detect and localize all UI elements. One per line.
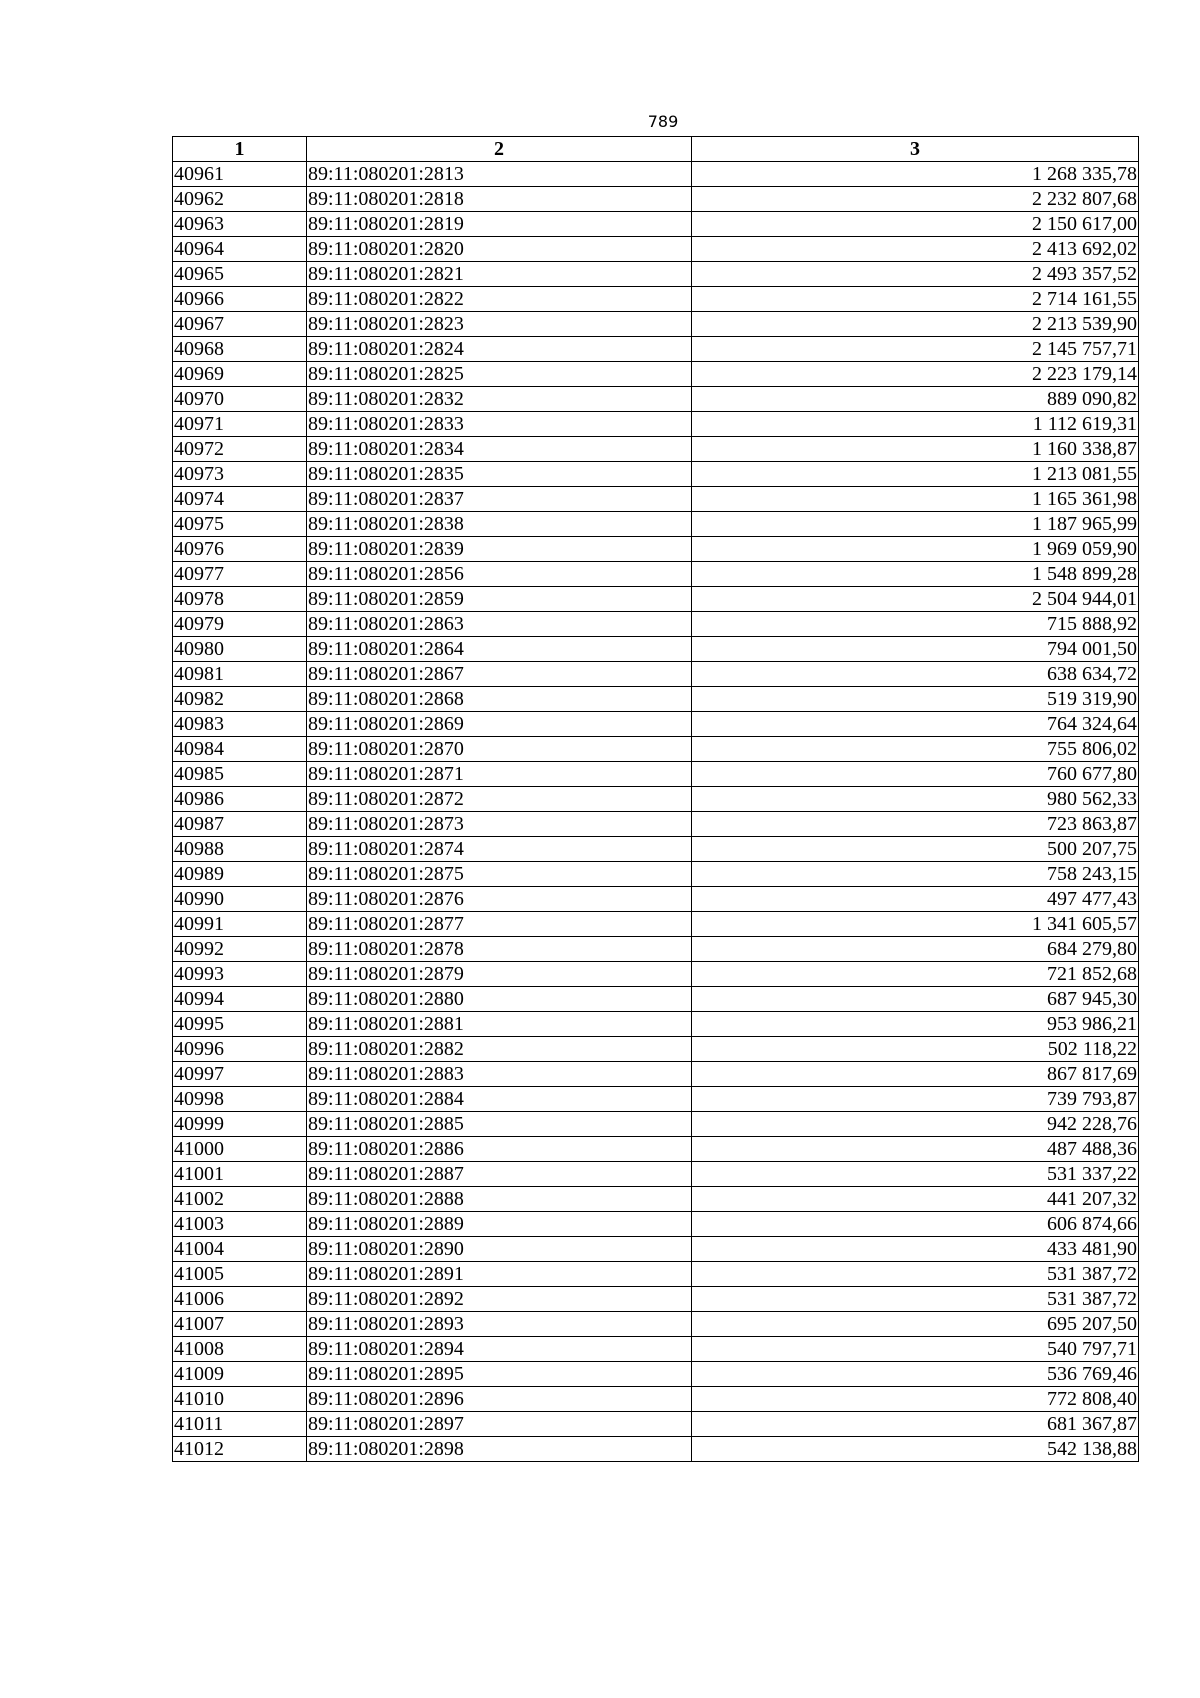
value-cell: 487 488,36 [692,1137,1139,1162]
table-row [173,587,1139,612]
value-cell: 531 337,22 [692,1162,1139,1187]
table-row [173,912,1139,937]
value-cell: 531 387,72 [692,1287,1139,1312]
value-cell: 441 207,32 [692,1187,1139,1212]
value-cell: 695 207,50 [692,1312,1139,1337]
table-row [173,1212,1139,1237]
cadastral-number-cell: 89:11:080201:2880 [307,987,692,1012]
row-number-cell: 40976 [173,537,307,562]
cadastral-number-cell: 89:11:080201:2856 [307,562,692,587]
table-row [173,487,1139,512]
cadastral-number-cell: 89:11:080201:2819 [307,212,692,237]
cadastral-number-cell: 89:11:080201:2864 [307,637,692,662]
row-number-cell: 40978 [173,587,307,612]
table-row [173,762,1139,787]
value-cell: 606 874,66 [692,1212,1139,1237]
row-number-cell: 40975 [173,512,307,537]
table-row [173,237,1139,262]
table-row [173,1237,1139,1262]
cadastral-number-cell: 89:11:080201:2875 [307,862,692,887]
row-number-cell: 40983 [173,712,307,737]
row-number-cell: 40994 [173,987,307,1012]
value-cell: 2 213 539,90 [692,312,1139,337]
row-number-cell: 41004 [173,1237,307,1262]
value-cell: 721 852,68 [692,962,1139,987]
cadastral-number-cell: 89:11:080201:2867 [307,662,692,687]
cadastral-number-cell: 89:11:080201:2898 [307,1437,692,1462]
table-row [173,687,1139,712]
cadastral-number-cell: 89:11:080201:2870 [307,737,692,762]
value-cell: 536 769,46 [692,1362,1139,1387]
value-cell: 502 118,22 [692,1037,1139,1062]
cadastral-number-cell: 89:11:080201:2889 [307,1212,692,1237]
cadastral-number-cell: 89:11:080201:2882 [307,1037,692,1062]
table-row [173,1437,1139,1462]
value-cell: 681 367,87 [692,1412,1139,1437]
row-number-cell: 40968 [173,337,307,362]
table-row [173,562,1139,587]
table-row [173,412,1139,437]
value-cell: 794 001,50 [692,637,1139,662]
table-row [173,662,1139,687]
value-cell: 1 548 899,28 [692,562,1139,587]
row-number-cell: 40993 [173,962,307,987]
cadastral-number-cell: 89:11:080201:2818 [307,187,692,212]
row-number-cell: 40974 [173,487,307,512]
table-row [173,337,1139,362]
value-cell: 2 413 692,02 [692,237,1139,262]
value-cell: 500 207,75 [692,837,1139,862]
value-cell: 1 112 619,31 [692,412,1139,437]
table-header-row [173,137,1139,162]
row-number-cell: 40970 [173,387,307,412]
value-cell: 542 138,88 [692,1437,1139,1462]
table-row [173,437,1139,462]
cadastral-number-cell: 89:11:080201:2820 [307,237,692,262]
row-number-cell: 40990 [173,887,307,912]
value-cell: 2 493 357,52 [692,262,1139,287]
row-number-cell: 41011 [173,1412,307,1437]
row-number-cell: 40998 [173,1087,307,1112]
value-cell: 638 634,72 [692,662,1139,687]
table-row [173,1337,1139,1362]
cadastral-number-cell: 89:11:080201:2888 [307,1187,692,1212]
cadastral-number-cell: 89:11:080201:2825 [307,362,692,387]
table-row [173,1412,1139,1437]
value-cell: 953 986,21 [692,1012,1139,1037]
row-number-cell: 40971 [173,412,307,437]
cadastral-number-cell: 89:11:080201:2824 [307,337,692,362]
row-number-cell: 40964 [173,237,307,262]
column-header-1: 1 [173,137,307,162]
table-row [173,837,1139,862]
table-row [173,462,1139,487]
row-number-cell: 41005 [173,1262,307,1287]
row-number-cell: 40965 [173,262,307,287]
cadastral-number-cell: 89:11:080201:2893 [307,1312,692,1337]
page-number: 789 [647,112,679,131]
row-number-cell: 40962 [173,187,307,212]
table-row [173,1162,1139,1187]
table-row [173,1062,1139,1087]
cadastral-number-cell: 89:11:080201:2890 [307,1237,692,1262]
table-row [173,162,1139,187]
value-cell: 1 160 338,87 [692,437,1139,462]
value-cell: 1 165 361,98 [692,487,1139,512]
cadastral-number-cell: 89:11:080201:2892 [307,1287,692,1312]
row-number-cell: 40973 [173,462,307,487]
cadastral-number-cell: 89:11:080201:2823 [307,312,692,337]
cadastral-number-cell: 89:11:080201:2838 [307,512,692,537]
table-row [173,887,1139,912]
value-cell: 2 504 944,01 [692,587,1139,612]
table-body [173,162,1139,1462]
value-cell: 2 145 757,71 [692,337,1139,362]
row-number-cell: 40969 [173,362,307,387]
table-row [173,862,1139,887]
cadastral-number-cell: 89:11:080201:2863 [307,612,692,637]
value-cell: 2 714 161,55 [692,287,1139,312]
value-cell: 540 797,71 [692,1337,1139,1362]
table-row [173,737,1139,762]
row-number-cell: 41001 [173,1162,307,1187]
table-row [173,1387,1139,1412]
row-number-cell: 40992 [173,937,307,962]
table-row [173,1087,1139,1112]
value-cell: 980 562,33 [692,787,1139,812]
row-number-cell: 41012 [173,1437,307,1462]
cadastral-number-cell: 89:11:080201:2887 [307,1162,692,1187]
table-row [173,1187,1139,1212]
table-row [173,612,1139,637]
cadastral-number-cell: 89:11:080201:2894 [307,1337,692,1362]
cadastral-number-cell: 89:11:080201:2895 [307,1362,692,1387]
table-row [173,262,1139,287]
cadastral-number-cell: 89:11:080201:2877 [307,912,692,937]
table-row [173,1362,1139,1387]
cadastral-number-cell: 89:11:080201:2886 [307,1137,692,1162]
value-cell: 1 213 081,55 [692,462,1139,487]
row-number-cell: 40985 [173,762,307,787]
table-row [173,637,1139,662]
value-cell: 764 324,64 [692,712,1139,737]
value-cell: 772 808,40 [692,1387,1139,1412]
table-row [173,1037,1139,1062]
row-number-cell: 41000 [173,1137,307,1162]
value-cell: 2 150 617,00 [692,212,1139,237]
value-cell: 1 187 965,99 [692,512,1139,537]
table-row [173,1112,1139,1137]
table-row [173,1287,1139,1312]
value-cell: 739 793,87 [692,1087,1139,1112]
cadastral-number-cell: 89:11:080201:2883 [307,1062,692,1087]
value-cell: 758 243,15 [692,862,1139,887]
cadastral-number-cell: 89:11:080201:2839 [307,537,692,562]
table-row [173,212,1139,237]
table-row [173,1137,1139,1162]
value-cell: 433 481,90 [692,1237,1139,1262]
row-number-cell: 41003 [173,1212,307,1237]
table-row [173,537,1139,562]
table-row [173,987,1139,1012]
cadastral-number-cell: 89:11:080201:2897 [307,1412,692,1437]
row-number-cell: 40980 [173,637,307,662]
row-number-cell: 40977 [173,562,307,587]
cadastral-number-cell: 89:11:080201:2832 [307,387,692,412]
row-number-cell: 40988 [173,837,307,862]
cadastral-number-cell: 89:11:080201:2873 [307,812,692,837]
value-cell: 867 817,69 [692,1062,1139,1087]
row-number-cell: 40963 [173,212,307,237]
column-header-2: 2 [307,137,692,162]
value-cell: 2 223 179,14 [692,362,1139,387]
row-number-cell: 40991 [173,912,307,937]
cadastral-number-cell: 89:11:080201:2871 [307,762,692,787]
row-number-cell: 41009 [173,1362,307,1387]
value-cell: 1 341 605,57 [692,912,1139,937]
value-cell: 889 090,82 [692,387,1139,412]
cadastral-number-cell: 89:11:080201:2879 [307,962,692,987]
row-number-cell: 40989 [173,862,307,887]
cadastral-number-cell: 89:11:080201:2833 [307,412,692,437]
table-row [173,1262,1139,1287]
row-number-cell: 40999 [173,1112,307,1137]
cadastral-number-cell: 89:11:080201:2868 [307,687,692,712]
table-row [173,362,1139,387]
row-number-cell: 41006 [173,1287,307,1312]
row-number-cell: 40982 [173,687,307,712]
row-number-cell: 40966 [173,287,307,312]
table-row [173,512,1139,537]
cadastral-number-cell: 89:11:080201:2885 [307,1112,692,1137]
table-row [173,312,1139,337]
value-cell: 684 279,80 [692,937,1139,962]
value-cell: 760 677,80 [692,762,1139,787]
value-cell: 1 969 059,90 [692,537,1139,562]
cadastral-number-cell: 89:11:080201:2874 [307,837,692,862]
value-cell: 519 319,90 [692,687,1139,712]
column-header-3: 3 [692,137,1139,162]
value-cell: 497 477,43 [692,887,1139,912]
value-cell: 531 387,72 [692,1262,1139,1287]
cadastral-number-cell: 89:11:080201:2891 [307,1262,692,1287]
cadastral-number-cell: 89:11:080201:2813 [307,162,692,187]
row-number-cell: 40997 [173,1062,307,1087]
row-number-cell: 40987 [173,812,307,837]
table-row [173,287,1139,312]
table-row [173,387,1139,412]
cadastral-number-cell: 89:11:080201:2872 [307,787,692,812]
value-cell: 1 268 335,78 [692,162,1139,187]
table-row [173,937,1139,962]
table-row [173,1012,1139,1037]
row-number-cell: 40984 [173,737,307,762]
row-number-cell: 40986 [173,787,307,812]
row-number-cell: 40979 [173,612,307,637]
cadastral-number-cell: 89:11:080201:2822 [307,287,692,312]
data-table [172,136,1139,1462]
value-cell: 687 945,30 [692,987,1139,1012]
cadastral-number-cell: 89:11:080201:2881 [307,1012,692,1037]
table-row [173,1312,1139,1337]
row-number-cell: 41008 [173,1337,307,1362]
table-row [173,187,1139,212]
row-number-cell: 40981 [173,662,307,687]
table-row [173,787,1139,812]
row-number-cell: 41010 [173,1387,307,1412]
row-number-cell: 41007 [173,1312,307,1337]
value-cell: 2 232 807,68 [692,187,1139,212]
row-number-cell: 40996 [173,1037,307,1062]
row-number-cell: 40967 [173,312,307,337]
cadastral-number-cell: 89:11:080201:2821 [307,262,692,287]
cadastral-number-cell: 89:11:080201:2859 [307,587,692,612]
row-number-cell: 40995 [173,1012,307,1037]
cadastral-number-cell: 89:11:080201:2896 [307,1387,692,1412]
cadastral-number-cell: 89:11:080201:2884 [307,1087,692,1112]
cadastral-number-cell: 89:11:080201:2876 [307,887,692,912]
cadastral-number-cell: 89:11:080201:2835 [307,462,692,487]
value-cell: 715 888,92 [692,612,1139,637]
table-row [173,712,1139,737]
cadastral-number-cell: 89:11:080201:2878 [307,937,692,962]
value-cell: 723 863,87 [692,812,1139,837]
cadastral-number-cell: 89:11:080201:2837 [307,487,692,512]
cadastral-number-cell: 89:11:080201:2834 [307,437,692,462]
cadastral-number-cell: 89:11:080201:2869 [307,712,692,737]
value-cell: 942 228,76 [692,1112,1139,1137]
row-number-cell: 40961 [173,162,307,187]
table-row [173,812,1139,837]
value-cell: 755 806,02 [692,737,1139,762]
row-number-cell: 40972 [173,437,307,462]
row-number-cell: 41002 [173,1187,307,1212]
table-row [173,962,1139,987]
